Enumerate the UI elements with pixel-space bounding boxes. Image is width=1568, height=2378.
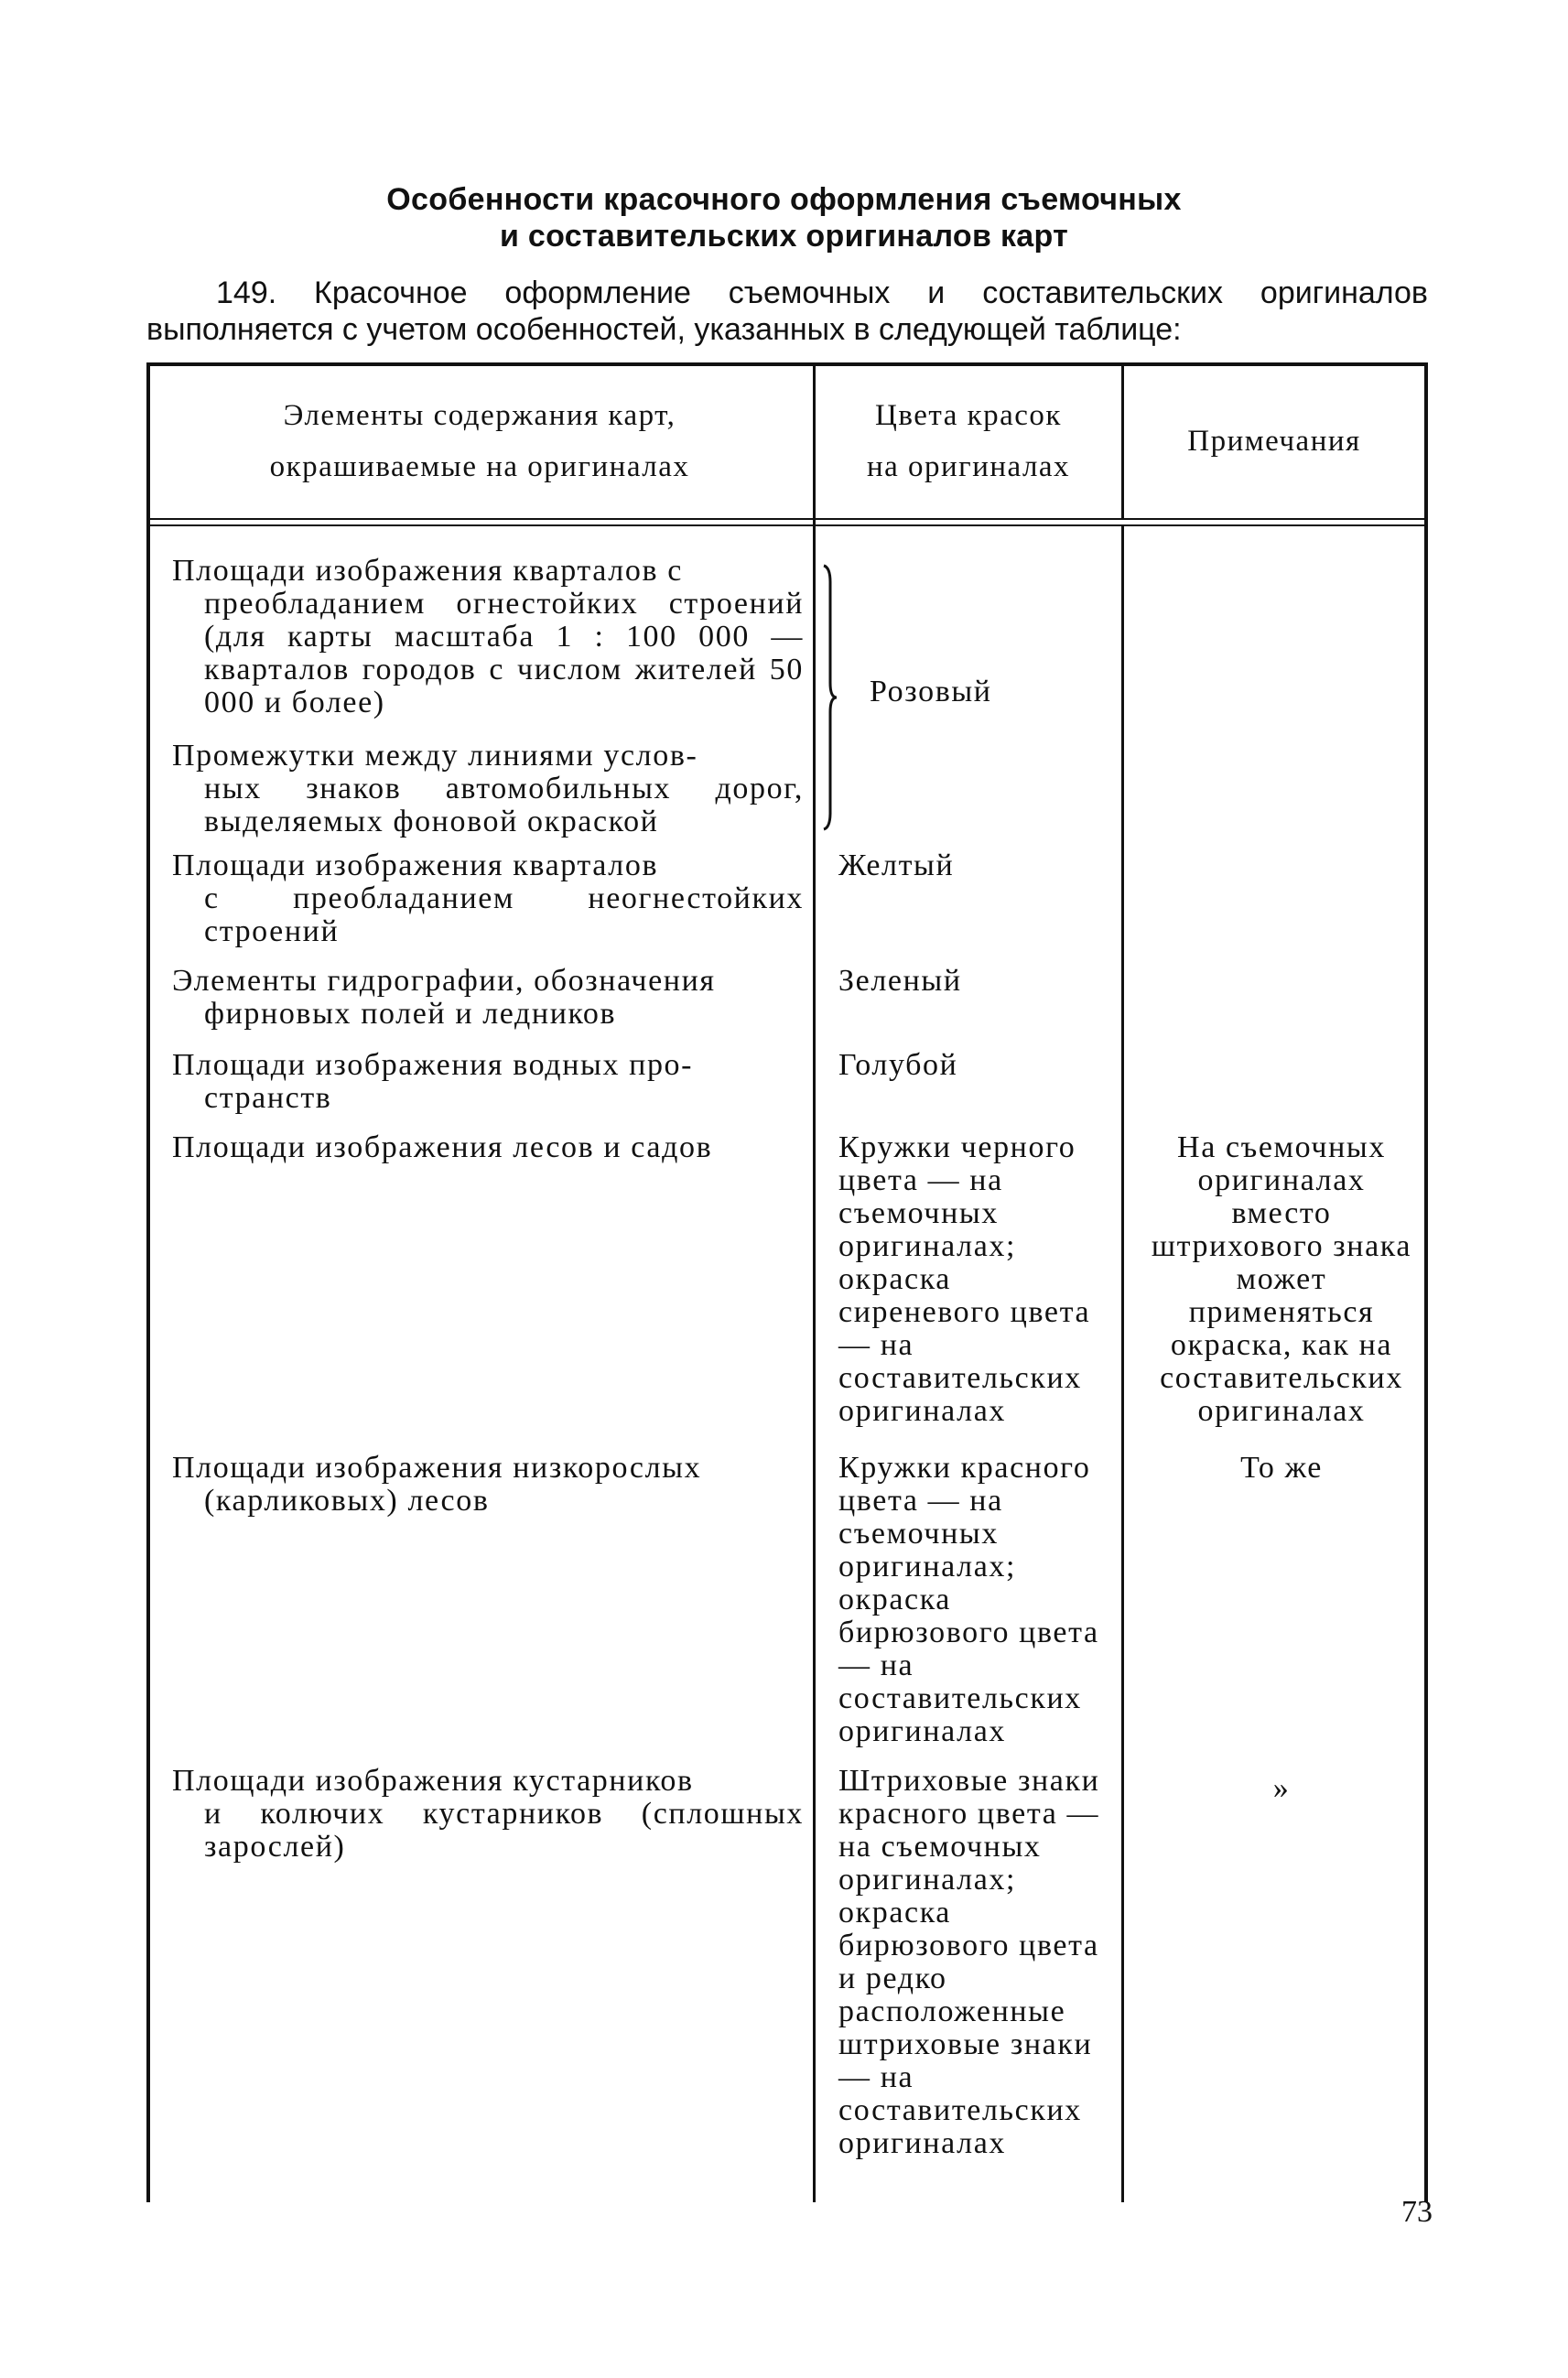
table-col-rule-1 [813, 362, 816, 2202]
row-8-element-first: Площади изображения кустарников [172, 1764, 694, 1798]
row-2-element-first: Промежутки между линиями услов- [172, 739, 698, 773]
row-3-element-rest: с преобладанием неогнестойких строений [204, 881, 804, 948]
row-8-element-rest: и колючих кустарников (сплошных зарослей) [204, 1797, 804, 1864]
row-4-color: Зеленый [838, 964, 962, 998]
header-elements [146, 390, 813, 492]
intro-paragraph: 149. Красочное оформление съемочных и составительских оригиналов выполняется с учетом особенностей, указанных в следующей таблице: [146, 276, 1428, 347]
row-8-color: Штриховые знаки красного цвета — на съемочных оригиналах; окраска бирюзового цвета и редко расположенные штриховые знаки — на составительских оригиналах [838, 1764, 1100, 2160]
header-colors-line1: Цвета красок [875, 399, 1062, 432]
row-6-note: На съемочных оригиналах вместо штрихового знака может применяться окраска, как на составительских оригиналах [1151, 1130, 1412, 1428]
row-6-color: Кружки черного цвета — на съемочных оригиналах; окраска сиреневого цвета — на составительских оригиналах [838, 1130, 1091, 1428]
row-6-element-first: Площади изображения лесов и садов [172, 1130, 713, 1164]
header-rule-1 [146, 518, 1428, 520]
table-top-rule [146, 362, 1428, 366]
row-5-element [172, 1049, 804, 1115]
table-right-rule [1424, 362, 1428, 2202]
row-3-color: Желтый [838, 849, 955, 882]
header-elements-line2: окрашиваемые на оригиналах [269, 450, 690, 483]
row-1-element [172, 555, 804, 719]
row-6-element [172, 1131, 804, 1164]
row-4-element-rest: фирновых полей и ледников [204, 997, 617, 1031]
row-1-color: Розовый [870, 675, 992, 708]
row-7-element [172, 1452, 804, 1518]
row-7-color: Кружки красного цвета — на съемочных оригиналах; окраска бирюзового цвета — на составительских оригиналах [838, 1451, 1099, 1748]
row-7-note: То же [1240, 1451, 1323, 1485]
section-title-line1: Особенности красочного оформления съемочных [386, 182, 1182, 217]
header-elements-line1: Элементы содержания карт, [283, 399, 676, 432]
row-3-element [172, 849, 804, 948]
row-8-note: » [1272, 1771, 1291, 1805]
row-4-element [172, 965, 804, 1031]
header-colors [816, 390, 1121, 492]
row-1-element-rest: преобладанием огнестойких строений (для карты масштаба 1 : 100 000 — кварталов городов с числом жителей 50 000 и более) [204, 587, 804, 719]
header-colors-line2: на оригиналах [866, 450, 1071, 483]
row-2-element [172, 740, 804, 838]
row-8-element [172, 1765, 804, 1864]
colors-table [146, 362, 1428, 2202]
header-notes-line1: Примечания [1187, 425, 1361, 458]
row-5-color: Голубой [838, 1048, 958, 1082]
section-title-line2: и составительских оригиналов карт [499, 219, 1069, 254]
row-7-element-rest: (карликовых) лесов [204, 1484, 490, 1518]
brace-icon [822, 564, 838, 831]
row-7-element-first: Площади изображения низкорослых [172, 1451, 702, 1485]
section-title [0, 181, 1568, 254]
header-notes [1124, 416, 1424, 467]
page-number: 73 [1401, 2195, 1433, 2229]
table-left-rule [146, 362, 150, 2202]
row-5-element-first: Площади изображения водных про- [172, 1048, 694, 1082]
row-4-element-first: Элементы гидрографии, обозначения [172, 964, 716, 998]
table-col-rule-2-lower [1121, 524, 1124, 2202]
header-rule-2 [146, 524, 1428, 526]
row-5-element-rest: странств [204, 1081, 332, 1115]
row-3-element-first: Площади изображения кварталов [172, 849, 659, 882]
row-2-element-rest: ных знаков автомобильных дорог, выделяемых фоновой окраской [204, 772, 804, 838]
row-1-element-first: Площади изображения кварталов с [172, 554, 683, 588]
